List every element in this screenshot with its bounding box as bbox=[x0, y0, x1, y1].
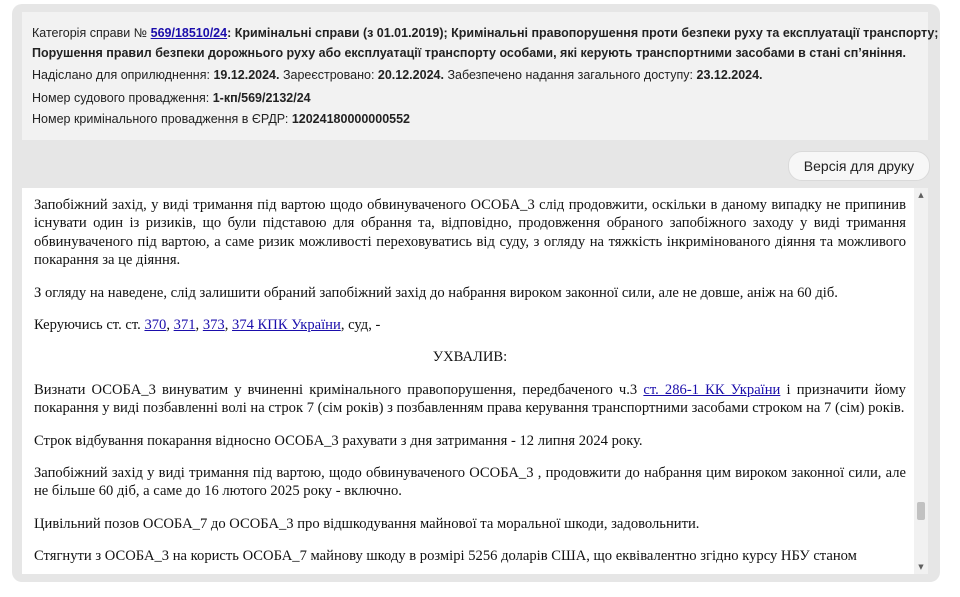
meta-proceeding-line: Номер судового провадження: 1-кп/569/2132/24 bbox=[32, 91, 311, 105]
case-panel bbox=[12, 4, 940, 582]
law-link-374[interactable]: 374 КПК України bbox=[232, 317, 341, 334]
case-meta bbox=[22, 12, 939, 140]
law-link-371[interactable]: 371 bbox=[173, 317, 196, 334]
paragraph: Цивільний позов ОСОБА_7 до ОСОБА_3 про відшкодування майнової та моральної шкоди, задовольнити. bbox=[34, 515, 700, 532]
triangle-down-icon[interactable]: ▼ bbox=[918, 563, 924, 571]
law-link-286-1[interactable]: ст. 286-1 КК України bbox=[643, 381, 781, 398]
meta-erdr-line: Номер кримінального провадження в ЄРДР: 12024180000000552 bbox=[32, 112, 411, 126]
case-number-link[interactable]: 569/18510/24 bbox=[150, 26, 228, 40]
paragraph: Стягнути з ОСОБА_3 на користь ОСОБА_7 майнову шкоду в розмірі 5256 доларів США, що еквівалентно згідно курсу НБУ станом bbox=[34, 548, 857, 565]
paragraph: Керуючись ст. ст. 370, 371, 373, 374 КПК України, суд, - bbox=[34, 317, 381, 334]
document-viewer[interactable] bbox=[22, 188, 928, 574]
print-version-button[interactable]: Версія для друку bbox=[788, 151, 930, 181]
ruling-heading: УХВАЛИВ: bbox=[432, 349, 508, 366]
paragraph: Запобіжний захід у виді тримання під вартою, щодо обвинуваченого ОСОБА_3 , продовжити до набрання цим вироком законної сили, але не більше 60 діб, а саме до 16 лютого 2025 року - включно. bbox=[34, 465, 906, 500]
meta-dates-line: Надіслано для оприлюднення: 19.12.2024. Зареєстровано: 20.12.2024. Забезпечено надання загального доступу: 23.12.2024. bbox=[32, 68, 763, 82]
vertical-scrollbar[interactable] bbox=[914, 188, 928, 574]
paragraph: Визнати ОСОБА_3 винуватим у вчиненні кримінального правопорушення, передбаченого ч.3 ст. 286-1 КК України і призначити йому покарання у виді позбавленні волі на строк 7 (сім років) з позбавленням права керування транспортними засобами строком на 7 (сім) років. bbox=[34, 381, 906, 417]
paragraph: Запобіжний захід, у виді тримання під вартою щодо обвинуваченого ОСОБА_3 слід продовжити, оскільки в даному випадку не припинив існувати один із ризиків, що були підставою для обрання та, відповідно, продовження обраного запобіжного заходу у виді тримання обвинуваченого під вартою, а саме ризик можливості переховуватись від суду, з огляду на тяжкість інкримінованого діяння та можливого покарання за це діяння. bbox=[34, 197, 906, 269]
document-text bbox=[34, 196, 906, 574]
law-link-373[interactable]: 373 bbox=[202, 317, 225, 334]
paragraph: Строк відбування покарання відносно ОСОБА_3 рахувати з дня затримання - 12 липня 2024 року. bbox=[34, 432, 643, 449]
paragraph: З огляду на наведене, слід залишити обраний запобіжний захід до набрання вироком законної сили, але не довше, аніж на 60 діб. bbox=[34, 284, 838, 301]
law-link-370[interactable]: 370 bbox=[144, 317, 167, 334]
scroll-thumb[interactable] bbox=[917, 502, 925, 520]
meta-category-line2: Порушення правил безпеки дорожнього руху або експлуатації транспорту особами, які керують транспортними засобами в стані сп’яніння. bbox=[32, 46, 906, 60]
triangle-up-icon[interactable]: ▲ bbox=[918, 191, 924, 199]
meta-category-line: Категорія справи № 569/18510/24: Кримінальні справи (з 01.01.2019); Кримінальні правопорушення проти безпеки руху та експлуатації транспорту; bbox=[32, 26, 939, 40]
